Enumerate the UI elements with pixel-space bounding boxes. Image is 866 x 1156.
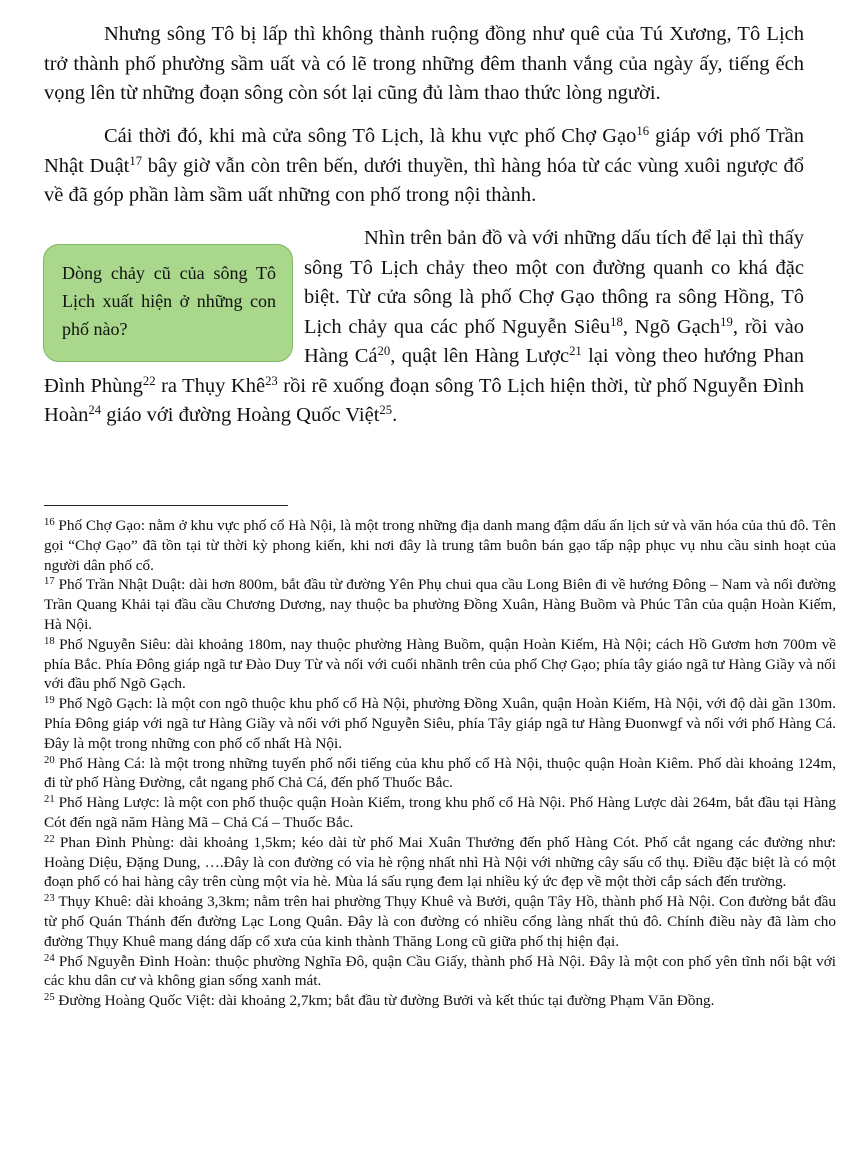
footnote-number: 23 bbox=[44, 893, 55, 905]
paragraph-3-part: . bbox=[392, 404, 398, 426]
footnote-ref-21[interactable]: 21 bbox=[569, 344, 582, 359]
footnote-number: 22 bbox=[44, 833, 55, 845]
paragraph-1-text: Nhưng sông Tô bị lấp thì không thành ruộng đồng như quê của Tú Xương, Tô Lịch trở thành phố phường sầm uất và có lẽ trong những đêm thanh vắng của ngày ấy, tiếng ếch vọng lên từ những đoạn sông còn sót lại cũng đủ làm thao thức lòng người. bbox=[44, 23, 804, 104]
paragraph-1 bbox=[44, 20, 804, 109]
paragraph-3-part: , rồi vào Hàng Cá bbox=[304, 315, 804, 367]
question-callout-text: Dòng chảy cũ của sông Tô Lịch xuất hiện ở những con phố nào? bbox=[62, 263, 276, 339]
footnotes bbox=[44, 516, 836, 1011]
footnote-text: Phố Nguyễn Siêu: dài khoảng 180m, nay thuộc phường Hàng Buồm, quận Hoàn Kiếm, Hà Nội; cách Hồ Gươm hơn 700m về phía Bắc. Phía Đông giáp ngã tư Đào Duy Từ và nối với cuối nhãnh trên của phố Chợ Gạo; phía tây giáo ngã tư Hàng Giầy và nối với đầu phố Ngõ Gạch. bbox=[44, 635, 836, 693]
footnote-20 bbox=[44, 754, 836, 794]
footnote-number: 25 bbox=[44, 992, 55, 1004]
footnote-text: Phố Chợ Gạo: nằm ở khu vực phố cổ Hà Nội, là một trong những địa danh mang đậm dấu ấn lịch sử và văn hóa của thủ đô. Tên gọi “Chợ Gạo” đã tồn tại từ thời kỳ phong kiến, khi nơi đây là trung tâm buôn bán gạo tấp nập phục vụ nhu cầu sinh hoạt của người dân phố cổ. bbox=[44, 517, 836, 574]
footnote-16 bbox=[44, 516, 836, 575]
footnote-number: 21 bbox=[44, 794, 55, 806]
footnote-text: Phố Hàng Cá: là một trong những tuyến phố nổi tiếng của khu phố cổ Hà Nội, thuộc quận Hoàn Kiêm. Phố dài khoảng 124m, đi từ phố Hàng Đường, cắt ngang phố Chả Cá, đến phố Thuốc Bắc. bbox=[44, 754, 836, 792]
paragraph-3-part: giáo với đường Hoàng Quốc Việt bbox=[101, 404, 380, 426]
footnote-21 bbox=[44, 793, 836, 833]
footnote-19 bbox=[44, 694, 836, 753]
paragraph-2 bbox=[44, 122, 804, 211]
paragraph-3-part: Nhìn trên bản đồ và với những dấu tích để lại thì thấy sông Tô Lịch chảy theo một con đường quanh co khá đặc biệt. Từ cửa sông là phố Chợ Gạo thông ra sông Hồng, Tô Lịch chảy qua các phố Nguyễn Siêu bbox=[304, 227, 804, 338]
footnote-ref-24[interactable]: 24 bbox=[88, 403, 102, 418]
footnote-number: 20 bbox=[44, 754, 55, 766]
footnote-ref-23[interactable]: 23 bbox=[265, 373, 278, 388]
footnote-number: 16 bbox=[44, 517, 55, 529]
paragraph-2-text bbox=[44, 122, 804, 211]
footnote-text: Đường Hoàng Quốc Việt: dài khoảng 2,7km; bắt đầu từ đường Bưởi và kết thúc tại đường Phạm Văn Đồng. bbox=[54, 992, 715, 1010]
footnote-text: Phố Trần Nhật Duật: dài hơn 800m, bắt đầu từ đường Yên Phụ chui qua cầu Long Biên đi về hướng Đông – Nam và nối đường Trần Quang Khải tại đầu cầu Chương Dương, nay thuộc ba phường Đồng Xuân, Hàng Buồm và Phúc Tân của quận Hoàn Kiếm, Hà Nội. bbox=[44, 576, 836, 633]
footnote-25 bbox=[44, 991, 836, 1011]
paragraph-3-part: rồi rẽ xuống đoạn sông Tô Lịch hiện thời, từ phố Nguyễn Đình Hoàn bbox=[44, 374, 804, 426]
footnote-ref-16[interactable]: 16 bbox=[636, 124, 650, 139]
footnote-number: 24 bbox=[44, 952, 55, 964]
footnote-24 bbox=[44, 952, 836, 992]
paragraph-3-part: , quật lên Hàng Lược bbox=[390, 345, 570, 367]
footnote-number: 17 bbox=[44, 576, 55, 588]
question-callout bbox=[43, 244, 293, 362]
paragraph-3-part: lại vòng theo hướng Phan Đình Phùng bbox=[44, 345, 804, 397]
footnote-ref-22[interactable]: 22 bbox=[142, 373, 156, 388]
paragraph-2-part: bây giờ vẫn còn trên bến, dưới thuyền, thì hàng hóa từ các vùng xuôi ngược đổ về đã góp phần làm sầm uất những con phố trong nội thành. bbox=[44, 154, 804, 206]
paragraph-2-part: giáp với phố Trần Nhật Duật bbox=[44, 125, 804, 177]
footnote-text: Phan Đình Phùng: dài khoảng 1,5km; kéo dài từ phố Mai Xuân Thưởng đến phố Hàng Cót. Phố cắt ngang các đường như: Hoàng Diệu, Đặng Dung, ….Đây là con đường có vỉa hè rộng nhất nhì Hà Nội với những cây sấu cổ thụ. Điều đặc biệt là có một đoạn phố có hai hàng cây trên cùng một vỉa hè. Mùa lá sấu rụng đem lại nhiều ký ức đẹp về một thời cắp sách đến trường. bbox=[44, 833, 836, 891]
footnote-text: Phố Hàng Lược: là một con phố thuộc quận Hoàn Kiếm, trong khu phố cổ Hà Nội. Phố Hàng Lược dài 264m, bắt đầu tại Hàng Cót đến ngã năm Hàng Mã – Chả Cá – Thuốc Bắc. bbox=[44, 794, 836, 831]
footnote-ref-25[interactable]: 25 bbox=[379, 403, 393, 418]
paragraph-2-part: Cái thời đó, khi mà cửa sông Tô Lịch, là khu vực phố Chợ Gạo bbox=[104, 125, 637, 147]
footnote-ref-18[interactable]: 18 bbox=[610, 314, 623, 329]
footnote-18 bbox=[44, 635, 836, 694]
footnote-text: Phố Ngõ Gạch: là một con ngõ thuộc khu phố cổ Hà Nội, phường Đồng Xuân, quận Hoàn Kiếm, Hà Nội, với độ dài gần 130m. Phía Đông giáp với ngã tư Hàng Giầy và nối với phố Nguyễn Siêu, phía Tây giáp ngã tư Hàng Đuonwgf và nối với phố Hàng Cá. Đây là một trong những con phố cổ nhất Hà Nội. bbox=[44, 695, 836, 752]
footnote-text: Thụy Khuê: dài khoảng 3,3km; nằm trên hai phường Thụy Khuê và Bưởi, quận Tây Hồ, thành phố Hà Nội. Con đường bắt đầu từ phố Quán Thánh đến đường Lạc Long Quân. Đây là con đường có nhiều cổng làng nhất thủ đô. Chính điều này đã làm cho đường Thụy Khuê mang dáng dấp cổ xưa của kinh thành Thăng Long cũ giữa phố thị hiện đại. bbox=[44, 893, 836, 950]
footnote-number: 18 bbox=[44, 636, 55, 647]
paragraph-3-part: ra Thụy Khê bbox=[155, 374, 266, 397]
footnote-22 bbox=[44, 833, 836, 892]
footnote-text: Phố Nguyễn Đình Hoàn: thuộc phường Nghĩa Đô, quận Cầu Giấy, thành phố Hà Nội. Đây là một con phố yên tĩnh nổi bật với các khu dân cư và không gian sống xanh mát. bbox=[44, 952, 836, 990]
footnote-divider bbox=[44, 505, 288, 506]
footnote-number: 19 bbox=[44, 695, 55, 707]
footnote-ref-17[interactable]: 17 bbox=[129, 153, 143, 168]
paragraph-3-part: , Ngõ Gạch bbox=[622, 315, 721, 338]
footnote-23 bbox=[44, 892, 836, 951]
footnote-ref-20[interactable]: 20 bbox=[377, 344, 391, 359]
footnote-17 bbox=[44, 575, 836, 634]
footnote-ref-19[interactable]: 19 bbox=[720, 314, 733, 329]
